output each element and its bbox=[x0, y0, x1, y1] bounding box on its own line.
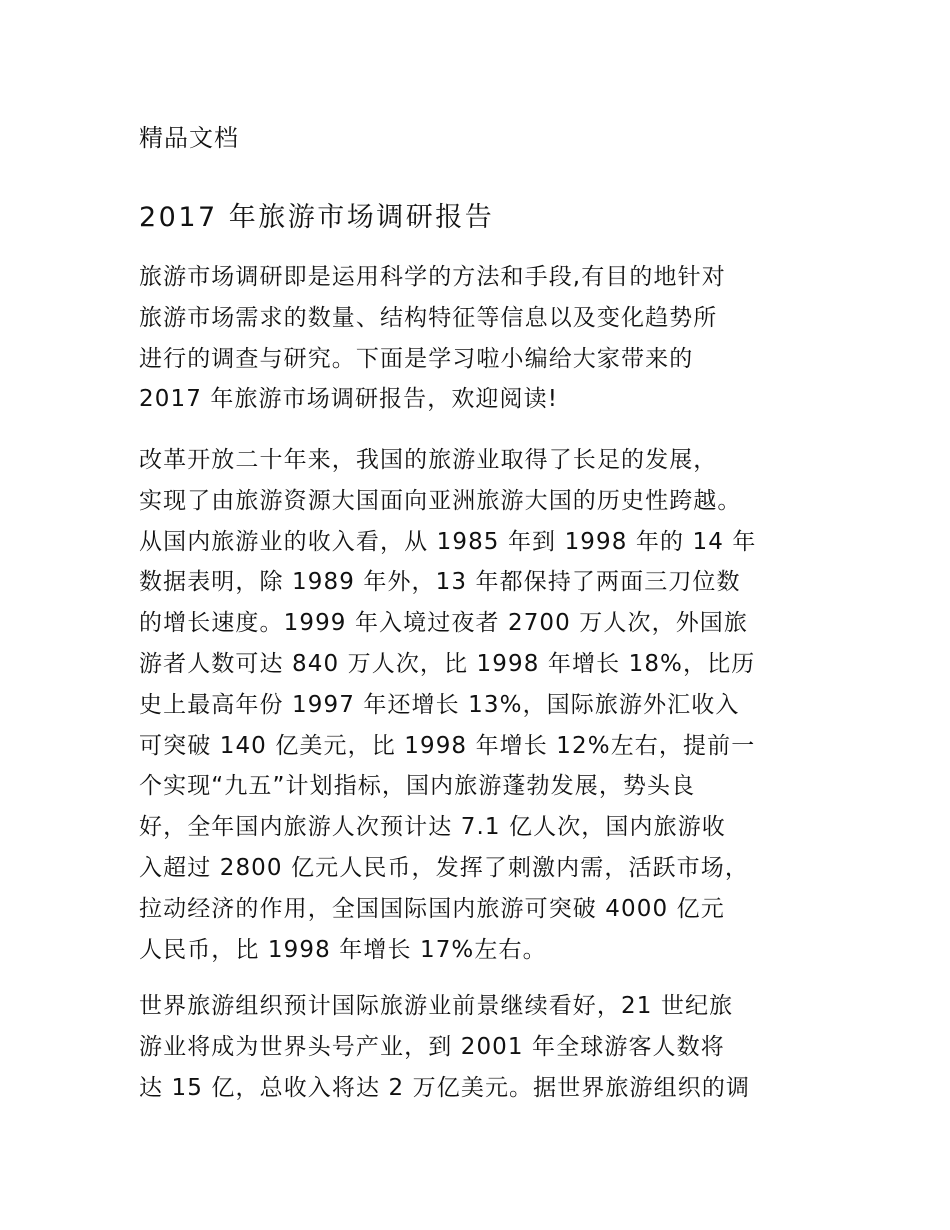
text-line: 的增长速度。1999 年入境过夜者 2700 万人次，外国旅 bbox=[139, 610, 748, 637]
text-line: 可突破 140 亿美元，比 1998 年增长 12%左右，提前一 bbox=[139, 732, 756, 759]
text-line: 数据表明，除 1989 年外，13 年都保持了两面三刀位数 bbox=[139, 569, 741, 596]
text-line: 史上最高年份 1997 年还增长 13%，国际旅游外汇收入 bbox=[139, 691, 740, 718]
paragraph-outlook bbox=[139, 986, 819, 1108]
text-line: 游者人数可达 840 万人次，比 1998 年增长 18%，比历 bbox=[139, 650, 756, 677]
document-header: 精品文档 bbox=[139, 124, 239, 152]
text-line: 从国内旅游业的收入看，从 1985 年到 1998 年的 14 年 bbox=[139, 528, 757, 555]
text-line: 进行的调查与研究。下面是学习啦小编给大家带来的 bbox=[139, 345, 694, 372]
paragraph-intro bbox=[139, 257, 819, 420]
text-line: 旅游市场需求的数量、结构特征等信息以及变化趋势所 bbox=[139, 304, 718, 331]
text-line: 人民币，比 1998 年增长 17%左右。 bbox=[139, 936, 547, 963]
text-line: 改革开放二十年来，我国的旅游业取得了长足的发展， bbox=[139, 447, 718, 473]
text-line: 旅游市场调研即是运用科学的方法和手段,有目的地针对 bbox=[139, 264, 726, 290]
text-line: 游业将成为世界头号产业，到 2001 年全球游客人数将 bbox=[139, 1033, 725, 1060]
text-line: 个实现“九五”计划指标，国内旅游蓬勃发展，势头良 bbox=[139, 773, 696, 800]
text-line: 拉动经济的作用，全国国际国内旅游可突破 4000 亿元 bbox=[139, 895, 725, 922]
document-title: 2017 年旅游市场调研报告 bbox=[139, 202, 495, 233]
paragraph-development bbox=[139, 440, 819, 970]
text-line: 达 15 亿，总收入将达 2 万亿美元。据世界旅游组织的调 bbox=[139, 1074, 751, 1101]
text-line: 实现了由旅游资源大国面向亚洲旅游大国的历史性跨越。 bbox=[139, 487, 742, 514]
text-line: 2017 年旅游市场调研报告，欢迎阅读! bbox=[139, 386, 559, 413]
text-line: 世界旅游组织预计国际旅游业前景继续看好，21 世纪旅 bbox=[139, 993, 734, 1019]
text-line: 好，全年国内旅游人次预计达 7.1 亿人次，国内旅游收 bbox=[139, 814, 726, 841]
text-line: 入超过 2800 亿元人民币，发挥了刺激内需，活跃市场， bbox=[139, 854, 749, 881]
